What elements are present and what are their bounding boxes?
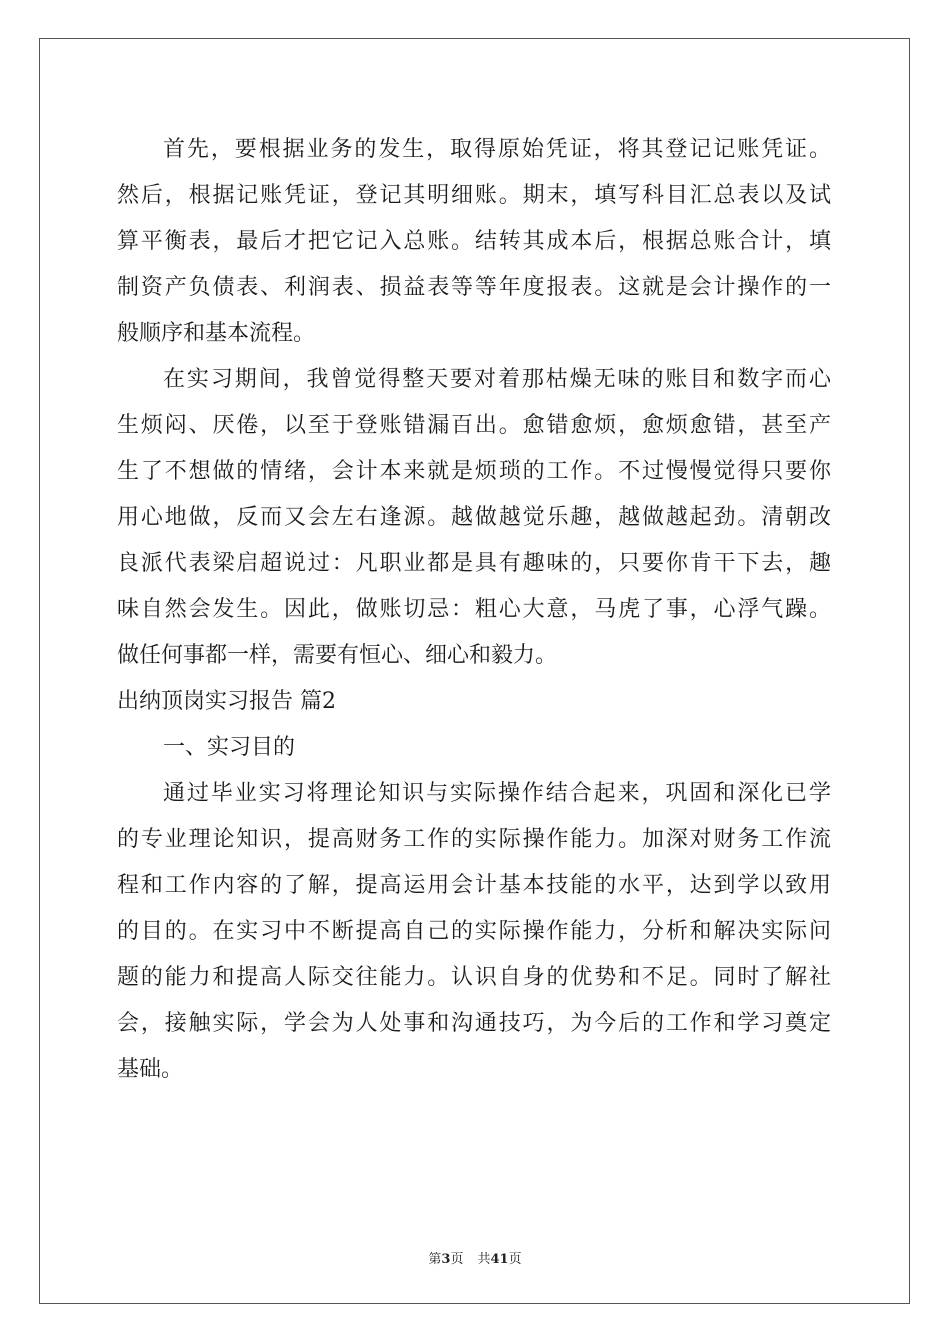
paragraph-line: 会，接触实际，学会为人处事和沟通技巧，为今后的工作和学习奠定 [117, 1011, 831, 1036]
page-prefix: 第 [428, 1252, 442, 1267]
paragraph-line: 良派代表梁启超说过：凡职业都是具有趣味的，只要你肯干下去，趣 [117, 551, 831, 576]
paragraph-line: 的目的。在实习中不断提高自己的实际操作能力，分析和解决实际问 [117, 919, 831, 944]
paragraph-line: 做任何事都一样，需要有恒心、细心和毅力。 [117, 643, 558, 668]
paragraph-line: 味自然会发生。因此，做账切忌：粗心大意，马虎了事，心浮气躁。 [117, 597, 831, 622]
paragraph-internship-purpose [117, 771, 831, 1093]
page-number: 3 [441, 1252, 451, 1267]
page-suffix: 页 [450, 1252, 464, 1267]
paragraph-line: 用心地做，反而又会左右逢源。越做越觉乐趣，越做越起劲。清朝改 [117, 505, 831, 530]
paragraph-line: 的专业理论知识，提高财务工作的实际操作能力。加深对财务工作流 [117, 827, 831, 852]
paragraph-line: 算平衡表，最后才把它记入总账。结转其成本后，根据总账合计，填 [117, 229, 831, 254]
subheading: 一、实习目的 [163, 735, 296, 760]
total-pages: 41 [490, 1252, 509, 1267]
paragraph-accounting-procedure [117, 127, 831, 357]
paragraph-line: 生烦闷、厌倦，以至于登账错漏百出。愈错愈烦，愈烦愈错，甚至产 [117, 413, 831, 438]
page-footer [0, 1248, 950, 1267]
paragraph-line: 生了不想做的情绪，会计本来就是烦琐的工作。不过慢慢觉得只要你 [117, 459, 831, 484]
section-title: 出纳顶岗实习报告 篇2 [117, 689, 336, 714]
paragraph-line: 在实习期间，我曾觉得整天要对着那枯燥无味的账目和数字而心 [163, 367, 831, 392]
paragraph-line: 基础。 [117, 1057, 184, 1082]
paragraph-line: 首先，要根据业务的发生，取得原始凭证，将其登记记账凭证。 [163, 137, 831, 162]
total-suffix: 页 [508, 1252, 522, 1267]
total-prefix: 共 [477, 1252, 491, 1267]
paragraph-line: 题的能力和提高人际交往能力。认识自身的优势和不足。同时了解社 [117, 965, 831, 990]
paragraph-internship-reflection [117, 357, 831, 679]
paragraph-line: 通过毕业实习将理论知识与实际操作结合起来，巩固和深化已学 [163, 781, 831, 806]
paragraph-line: 制资产负债表、利润表、损益表等等年度报表。这就是会计操作的一 [117, 275, 831, 300]
paragraph-line: 程和工作内容的了解，提高运用会计基本技能的水平，达到学以致用 [117, 873, 831, 898]
paragraph-line: 然后，根据记账凭证，登记其明细账。期末，填写科目汇总表以及试 [117, 183, 831, 208]
paragraph-line: 般顺序和基本流程。 [117, 321, 316, 346]
document-body [117, 127, 831, 1093]
